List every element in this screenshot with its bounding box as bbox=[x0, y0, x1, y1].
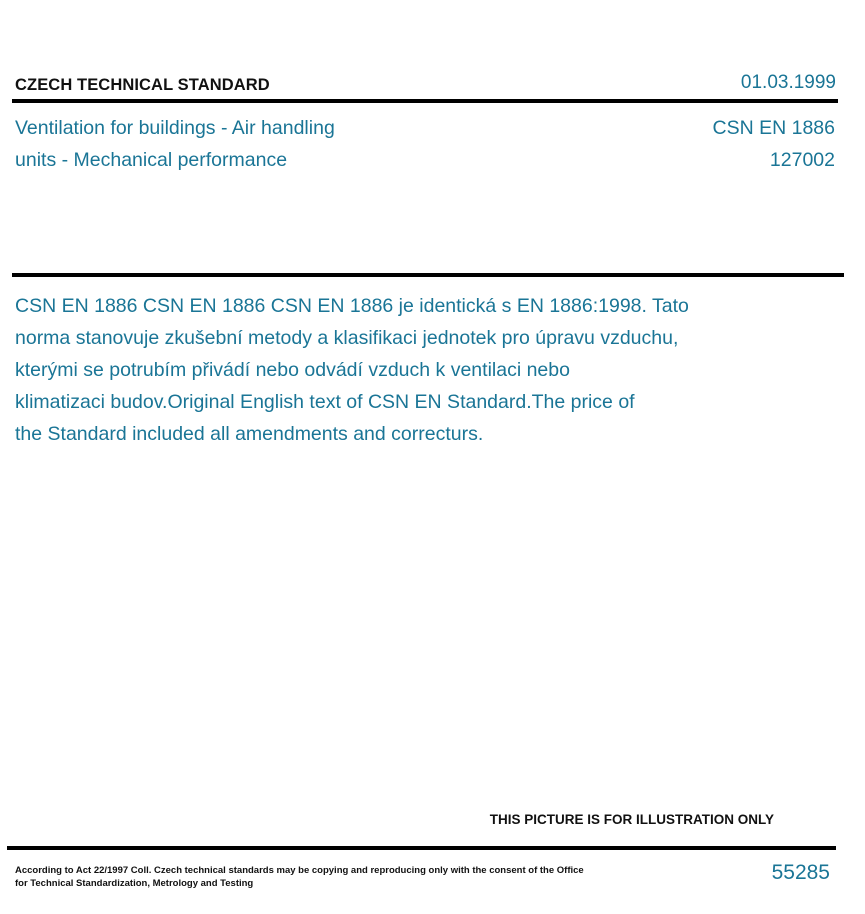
standard-type-label: CZECH TECHNICAL STANDARD bbox=[15, 76, 270, 94]
title-divider bbox=[12, 273, 844, 277]
header-divider bbox=[12, 99, 838, 103]
standard-description bbox=[15, 290, 815, 450]
description-line: the Standard included all amendments and correcturs. bbox=[15, 423, 484, 445]
illustration-disclaimer: THIS PICTURE IS FOR ILLUSTRATION ONLY bbox=[489, 812, 774, 827]
legal-notice-line-2: for Technical Standardization, Metrology and Testing bbox=[15, 878, 254, 889]
standard-title-line-1: Ventilation for buildings - Air handling bbox=[15, 117, 335, 139]
document-number: 55285 bbox=[771, 861, 830, 884]
standard-code: CSN EN 1886 bbox=[712, 117, 835, 139]
description-line: kterými se potrubím přivádí nebo odvádí vzduch k ventilaci nebo bbox=[15, 359, 570, 381]
standard-title-line-2: units - Mechanical performance bbox=[15, 149, 288, 171]
legal-notice-line-1: According to Act 22/1997 Coll. Czech technical standards may be copying and reproducing only with the consent of the Office bbox=[15, 865, 584, 876]
description-line: norma stanovuje zkušební metody a klasifikaci jednotek pro úpravu vzduchu, bbox=[15, 327, 679, 349]
description-line: klimatizaci budov.Original English text of CSN EN Standard.The price of bbox=[15, 391, 635, 413]
description-line: CSN EN 1886 CSN EN 1886 CSN EN 1886 je identická s EN 1886:1998. Tato bbox=[15, 295, 689, 317]
publication-date: 01.03.1999 bbox=[740, 72, 836, 93]
footer-divider bbox=[7, 846, 836, 850]
legal-notice bbox=[15, 864, 595, 890]
classification-code: 127002 bbox=[769, 149, 835, 171]
